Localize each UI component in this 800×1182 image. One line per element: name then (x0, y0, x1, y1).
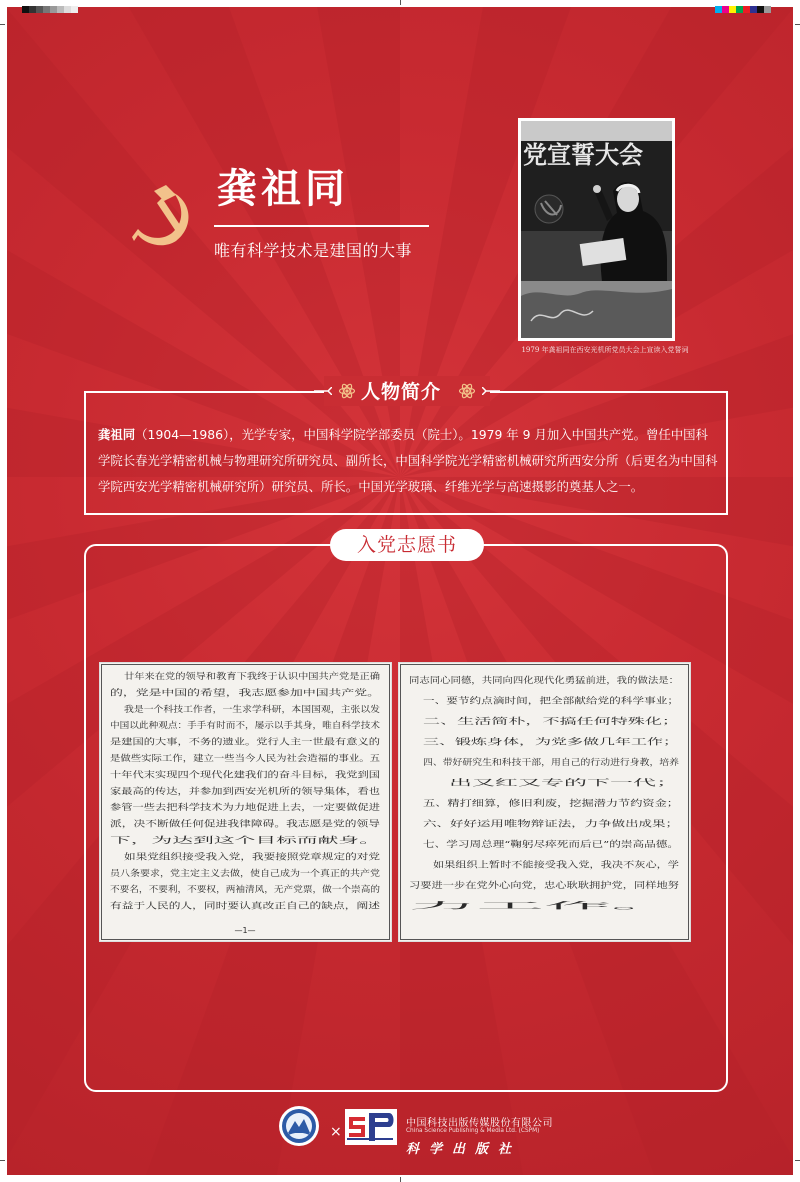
handwritten-line: 十年代末实现四个现代化建我们的奋斗目标，我党到国 (110, 770, 317, 781)
handwritten-line: 如果组织上暂时不能接受我入党，我决不灰心，学 (433, 860, 623, 871)
application-heading: 入党志愿书 (356, 534, 457, 556)
atom-icon (459, 383, 475, 399)
poster (7, 7, 793, 1175)
handwritten-line: 力工作。 (409, 901, 444, 912)
handwritten-line: 七、学习周总理“鞠躬尽瘁死而后已”的崇高品德。 (423, 840, 613, 850)
crop-mark (0, 1160, 5, 1161)
handwritten-line: 不要名，不要利，不要权，两袖清风，无产党票，做一个崇高的 (110, 885, 351, 896)
heading-ornament-left (314, 387, 332, 395)
handwritten-line: 三、锻炼身体，为党多做几年工作； (423, 737, 561, 748)
publisher-chinese-name: 中国科技出版传媒股份有限公司 (406, 1118, 553, 1129)
handwritten-line: 是建国的大事，不务的遗业。党行人主一世最有意义的 (110, 737, 317, 748)
hammer-sickle-icon (132, 183, 198, 249)
historic-photo-frame (518, 118, 675, 341)
title-divider (214, 225, 429, 227)
motto-subtitle: 唯有科学技术是建国的大事 (214, 241, 413, 260)
handwritten-line: 下，为达到这个目标而献身。 (110, 836, 222, 846)
crop-mark (795, 24, 800, 25)
handwritten-line: 是做些实际工作，建立一些当今人民为社会造福的事业。五 (110, 754, 334, 764)
banner-text: 党宣誓大会 (523, 140, 643, 169)
application-page-right (399, 663, 690, 941)
handwritten-line: 出又红又专的下一代； (449, 778, 535, 789)
biography-body: （1904—1986），光学专家，中国科学院学部委员（院士）。1979 年 9 月加入中国共产党。曾任中国科学院长春光学精密机械与物理研究所研究员、副所长，中国科学院光学精密机械研究所西安分所（后更名为中国科学院西安光学精密机械研究所）研究员、所长。中国光学玻璃、纤维光学与高速摄影的奠基人之一。 (98, 427, 718, 494)
atom-icon (339, 383, 355, 399)
application-page-left (100, 663, 391, 941)
cspm-logo-icon (345, 1109, 397, 1145)
biography-heading: 人物简介 (361, 381, 442, 403)
historic-photo (521, 121, 672, 338)
handwritten-line: 参管一些去把科学技术为力地促进上去，一定要做促进 (110, 803, 317, 814)
times-symbol: × (330, 1124, 342, 1140)
handwritten-line: 家最高的传达，并参加到西安光机所的领导集体，看也 (110, 786, 317, 797)
handwritten-line: 员八条要求，党主定主义去做，使自己成为一个真正的共产党 (110, 868, 343, 879)
handwritten-line: 六、好好运用唯物辩证法，力争做出成果； (423, 819, 587, 830)
color-calibration-bar (22, 6, 78, 13)
crop-mark (400, 1177, 401, 1182)
crop-mark (0, 24, 5, 25)
handwritten-line: 中国以此种观点：手手有时而不，屡示以手其身，唯自科学技术 (110, 721, 351, 732)
person-name-title: 龚祖同 (217, 165, 349, 212)
handwritten-line: 有益于人民的人，同时要认真改正自己的缺点，阐述 (110, 901, 308, 912)
handwritten-line: 一、要节约点滴时间，把全部献给党的科学事业； (423, 696, 613, 707)
handwritten-line: 五、精打细算，修旧利废，挖掘潜力节约资金； (423, 799, 604, 809)
handwritten-line: 如果党组织接受我入党，我要接照党章规定的对党 (124, 852, 314, 863)
heading-ornament-right (482, 387, 500, 395)
crop-mark (400, 0, 401, 5)
handwritten-line: 的，党是中国的希望，我志愿参加中国共产党。 (110, 688, 291, 699)
page-number: —1— (234, 926, 256, 935)
crop-mark (795, 1160, 800, 1161)
publisher-english-name: China Science Publishing & Media Ltd. (CSPM) (406, 1128, 540, 1134)
photo-caption: 1979 年龚祖同在西安光机所党员大会上宣读入党誓词 (521, 346, 689, 354)
publisher-calligraphy: 科学出版社 (406, 1142, 522, 1157)
handwritten-line: 我是一个科技工作者，一生求学科研，本国国观，主张以发 (124, 704, 348, 715)
handwritten-line: 四、带好研究生和科技干部，用自己的行动进行身教，培养 (423, 758, 647, 768)
academy-logo-icon (278, 1105, 320, 1147)
color-calibration-bar-cmyk (715, 6, 771, 13)
handwritten-line: 廿年来在党的领导和教育下我终于认识中国共产党是正确 (124, 672, 339, 682)
handwritten-line: 习要进一步在党外心向党，忠心耿耿拥护党，同样地努 (409, 881, 616, 891)
handwritten-line: 二、生活简朴，不搞任何特殊化； (423, 717, 552, 727)
handwritten-line: 同志同心同德，共同向四化现代化勇猛前进，我的做法是： (409, 676, 633, 686)
biography-text (98, 422, 718, 500)
biography-name: 龚祖同 (98, 427, 136, 442)
handwritten-line: 派，决不断做任何促进我律障碍。我志愿是党的领导 (110, 819, 308, 830)
